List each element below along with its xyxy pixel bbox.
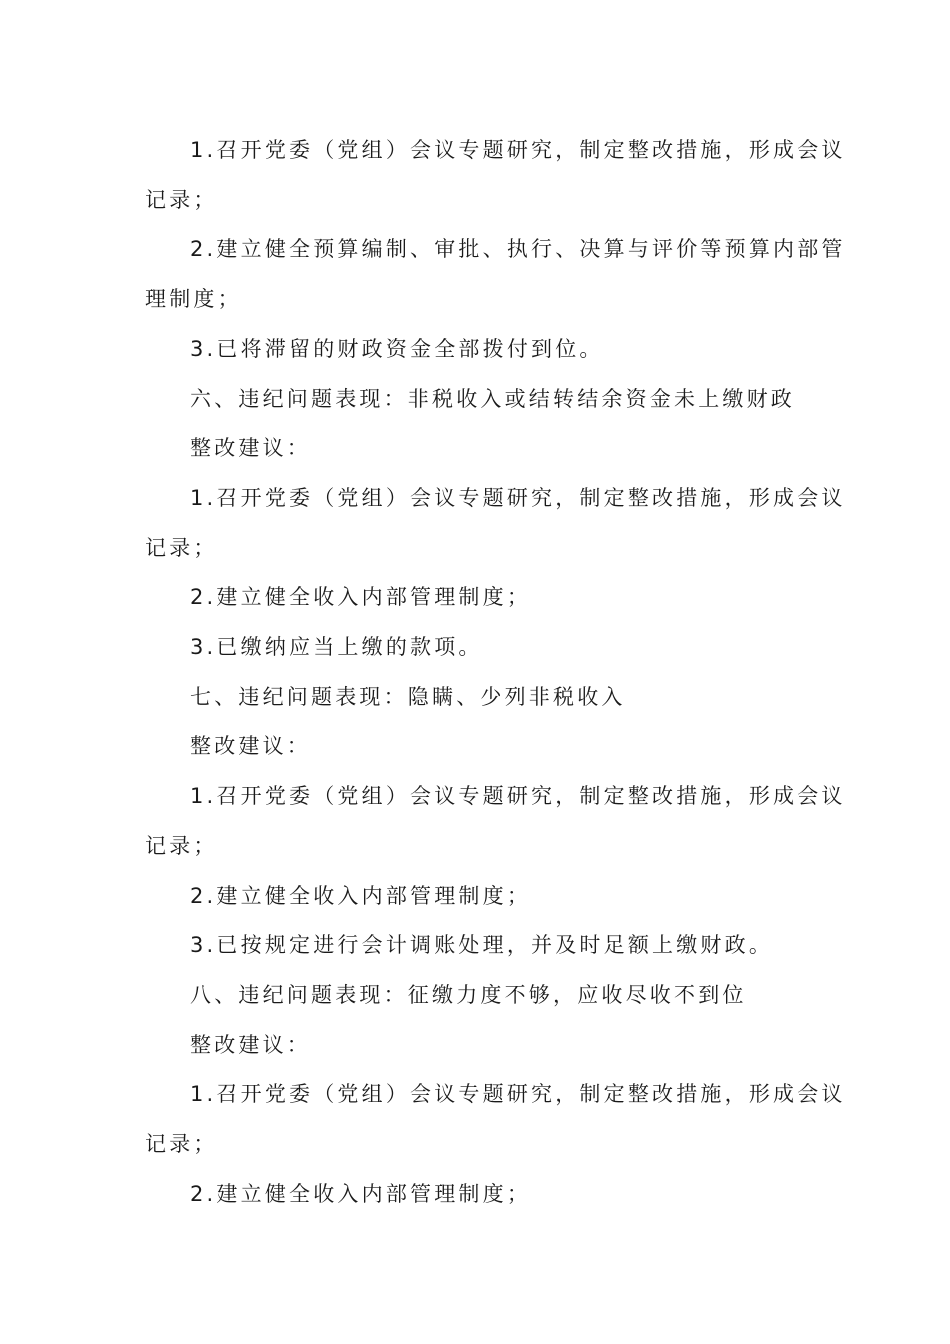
section-heading-8: 八、违纪问题表现：征缴力度不够，应收尽收不到位 xyxy=(190,982,747,1007)
continuation-line: 记录； xyxy=(145,1132,218,1157)
list-item-3-funds: 3.已将滞留的财政资金全部拨付到位。 xyxy=(190,336,604,361)
list-item-1-meeting: 1.召开党委（党组）会议专题研究，制定整改措施，形成会议 xyxy=(190,784,846,809)
list-item-2-revenue-system: 2.建立健全收入内部管理制度； xyxy=(190,585,532,610)
suggestion-label: 整改建议： xyxy=(190,436,311,461)
section-heading-6: 六、违纪问题表现：非税收入或结转结余资金未上缴财政 xyxy=(190,386,795,411)
document-body xyxy=(145,126,846,1219)
continuation-line: 记录； xyxy=(145,833,218,858)
list-item-2-budget-system: 2.建立健全预算编制、审批、执行、决算与评价等预算内部管 xyxy=(190,237,846,262)
continuation-line: 记录； xyxy=(145,187,218,212)
continuation-line: 理制度； xyxy=(145,287,242,312)
list-item-1-meeting: 1.召开党委（党组）会议专题研究，制定整改措施，形成会议 xyxy=(190,1082,846,1107)
suggestion-label: 整改建议： xyxy=(190,1032,311,1057)
list-item-2-revenue-system: 2.建立健全收入内部管理制度； xyxy=(190,883,532,908)
suggestion-label: 整改建议： xyxy=(190,734,311,759)
section-heading-7: 七、违纪问题表现：隐瞒、少列非税收入 xyxy=(190,684,626,709)
list-item-1-meeting: 1.召开党委（党组）会议专题研究，制定整改措施，形成会议 xyxy=(190,485,846,510)
list-item-3-accounting: 3.已按规定进行会计调账处理，并及时足额上缴财政。 xyxy=(190,933,774,958)
list-item-3-payment: 3.已缴纳应当上缴的款项。 xyxy=(190,635,483,660)
list-item-2-revenue-system: 2.建立健全收入内部管理制度； xyxy=(190,1181,532,1206)
list-item-1-meeting: 1.召开党委（党组）会议专题研究，制定整改措施，形成会议 xyxy=(190,138,846,162)
continuation-line: 记录； xyxy=(145,535,218,560)
